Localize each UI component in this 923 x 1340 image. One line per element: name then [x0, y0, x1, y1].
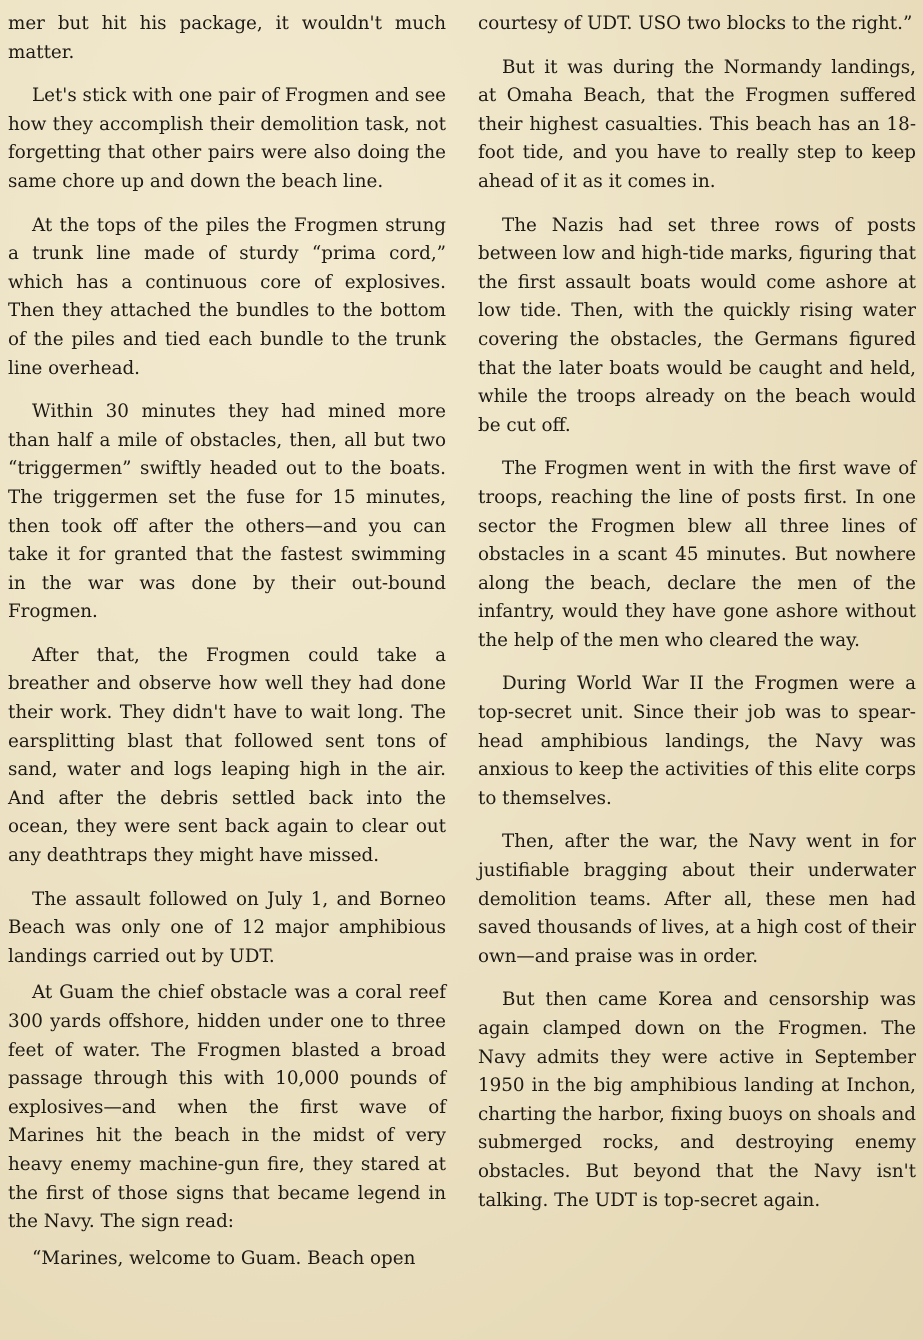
paragraph: During World War II the Frogmen were a top-secret unit. Since their job was to spear-head amphibious landings, the Navy was anxious to keep the activities of this elite corps to themselves. — [478, 673, 916, 809]
paragraph: Let's stick with one pair of Frogmen and see how they accomplish their demolition task, not forgetting that other pairs were also doing the same chore up and down the beach line. — [8, 85, 446, 192]
paragraph: courtesy of UDT. USO two blocks to the right.” — [478, 13, 913, 34]
paragraph: mer but hit his package, it wouldn't much matter. — [8, 13, 446, 63]
paragraph: Within 30 minutes they had mined more than half a mile of obstacles, then, all but two “triggermen” swiftly headed out to the boats. The triggermen set the fuse for 15 minutes, then took off after the others—and you can take it for granted that the fastest swimming in the war was done by their out-bound Frogmen. — [8, 401, 446, 623]
paragraph: Then, after the war, the Navy went in for justifiable bragging about their underwater demolition teams. After all, these men had saved thousands of lives, at a high cost of their own—and praise was in order. — [478, 831, 916, 967]
paragraph: But it was during the Normandy landings, at Omaha Beach, that the Frogmen suffered their highest casualties. This beach has an 18-foot tide, and you have to really step to keep ahead of it as it comes in. — [478, 56, 916, 192]
paragraph: The assault followed on July 1, and Borneo Beach was only one of 12 major amphibious landings carried out by UDT. — [8, 888, 446, 967]
right-column — [478, 10, 916, 1230]
paragraph: The Frogmen went in with the first wave of troops, reaching the line of posts first. In one sector the Frogmen blew all three lines of obstacles in a scant 45 minutes. But nowhere along the beach, declare the men of the infantry, would they have gone ashore without the help of the men who cleared the way. — [478, 458, 916, 651]
paragraph: But then came Korea and censorship was again clamped down on the Frogmen. The Navy admits they were active in September 1950 in the big amphibious landing at Inchon, charting the harbor, fixing buoys on shoals and submerged rocks, and destroying enemy obstacles. But beyond that the Navy isn't talking. The UDT is top-secret again. — [478, 989, 916, 1211]
paragraph: At the tops of the piles the Frogmen strung a trunk line made of sturdy “prima cord,” which has a continuous core of explosives. Then they attached the bundles to the bottom of the piles and tied each bundle to the trunk line overhead. — [8, 214, 446, 379]
paragraph: At Guam the chief obstacle was a coral reef 300 yards offshore, hidden under one to three feet of water. The Frogmen blasted a broad passage through this with 10,000 pounds of explosives—and when the first wave of Marines hit the beach in the midst of very heavy enemy machine-gun fire, they stared at the first of those signs that became legend in the Navy. The sign read: — [8, 982, 446, 1233]
paragraph: “Marines, welcome to Guam. Beach open — [32, 1247, 416, 1269]
paragraph: After that, the Frogmen could take a breather and observe how well they had done their work. They didn't have to wait long. The earsplitting blast that followed sent tons of sand, water and logs leaping high in the air. And after the debris settled back into the ocean, they were sent back again to clear out any deathtraps they might have missed. — [8, 644, 446, 867]
paragraph: The Nazis had set three rows of posts between low and high-tide marks, figuring that the first assault boats would come ashore at low tide. Then, with the quickly rising water covering the obstacles, the Germans figured that the later boats would be caught and held, while the troops already on the beach would be cut off. — [478, 214, 917, 436]
left-column — [8, 10, 446, 1288]
